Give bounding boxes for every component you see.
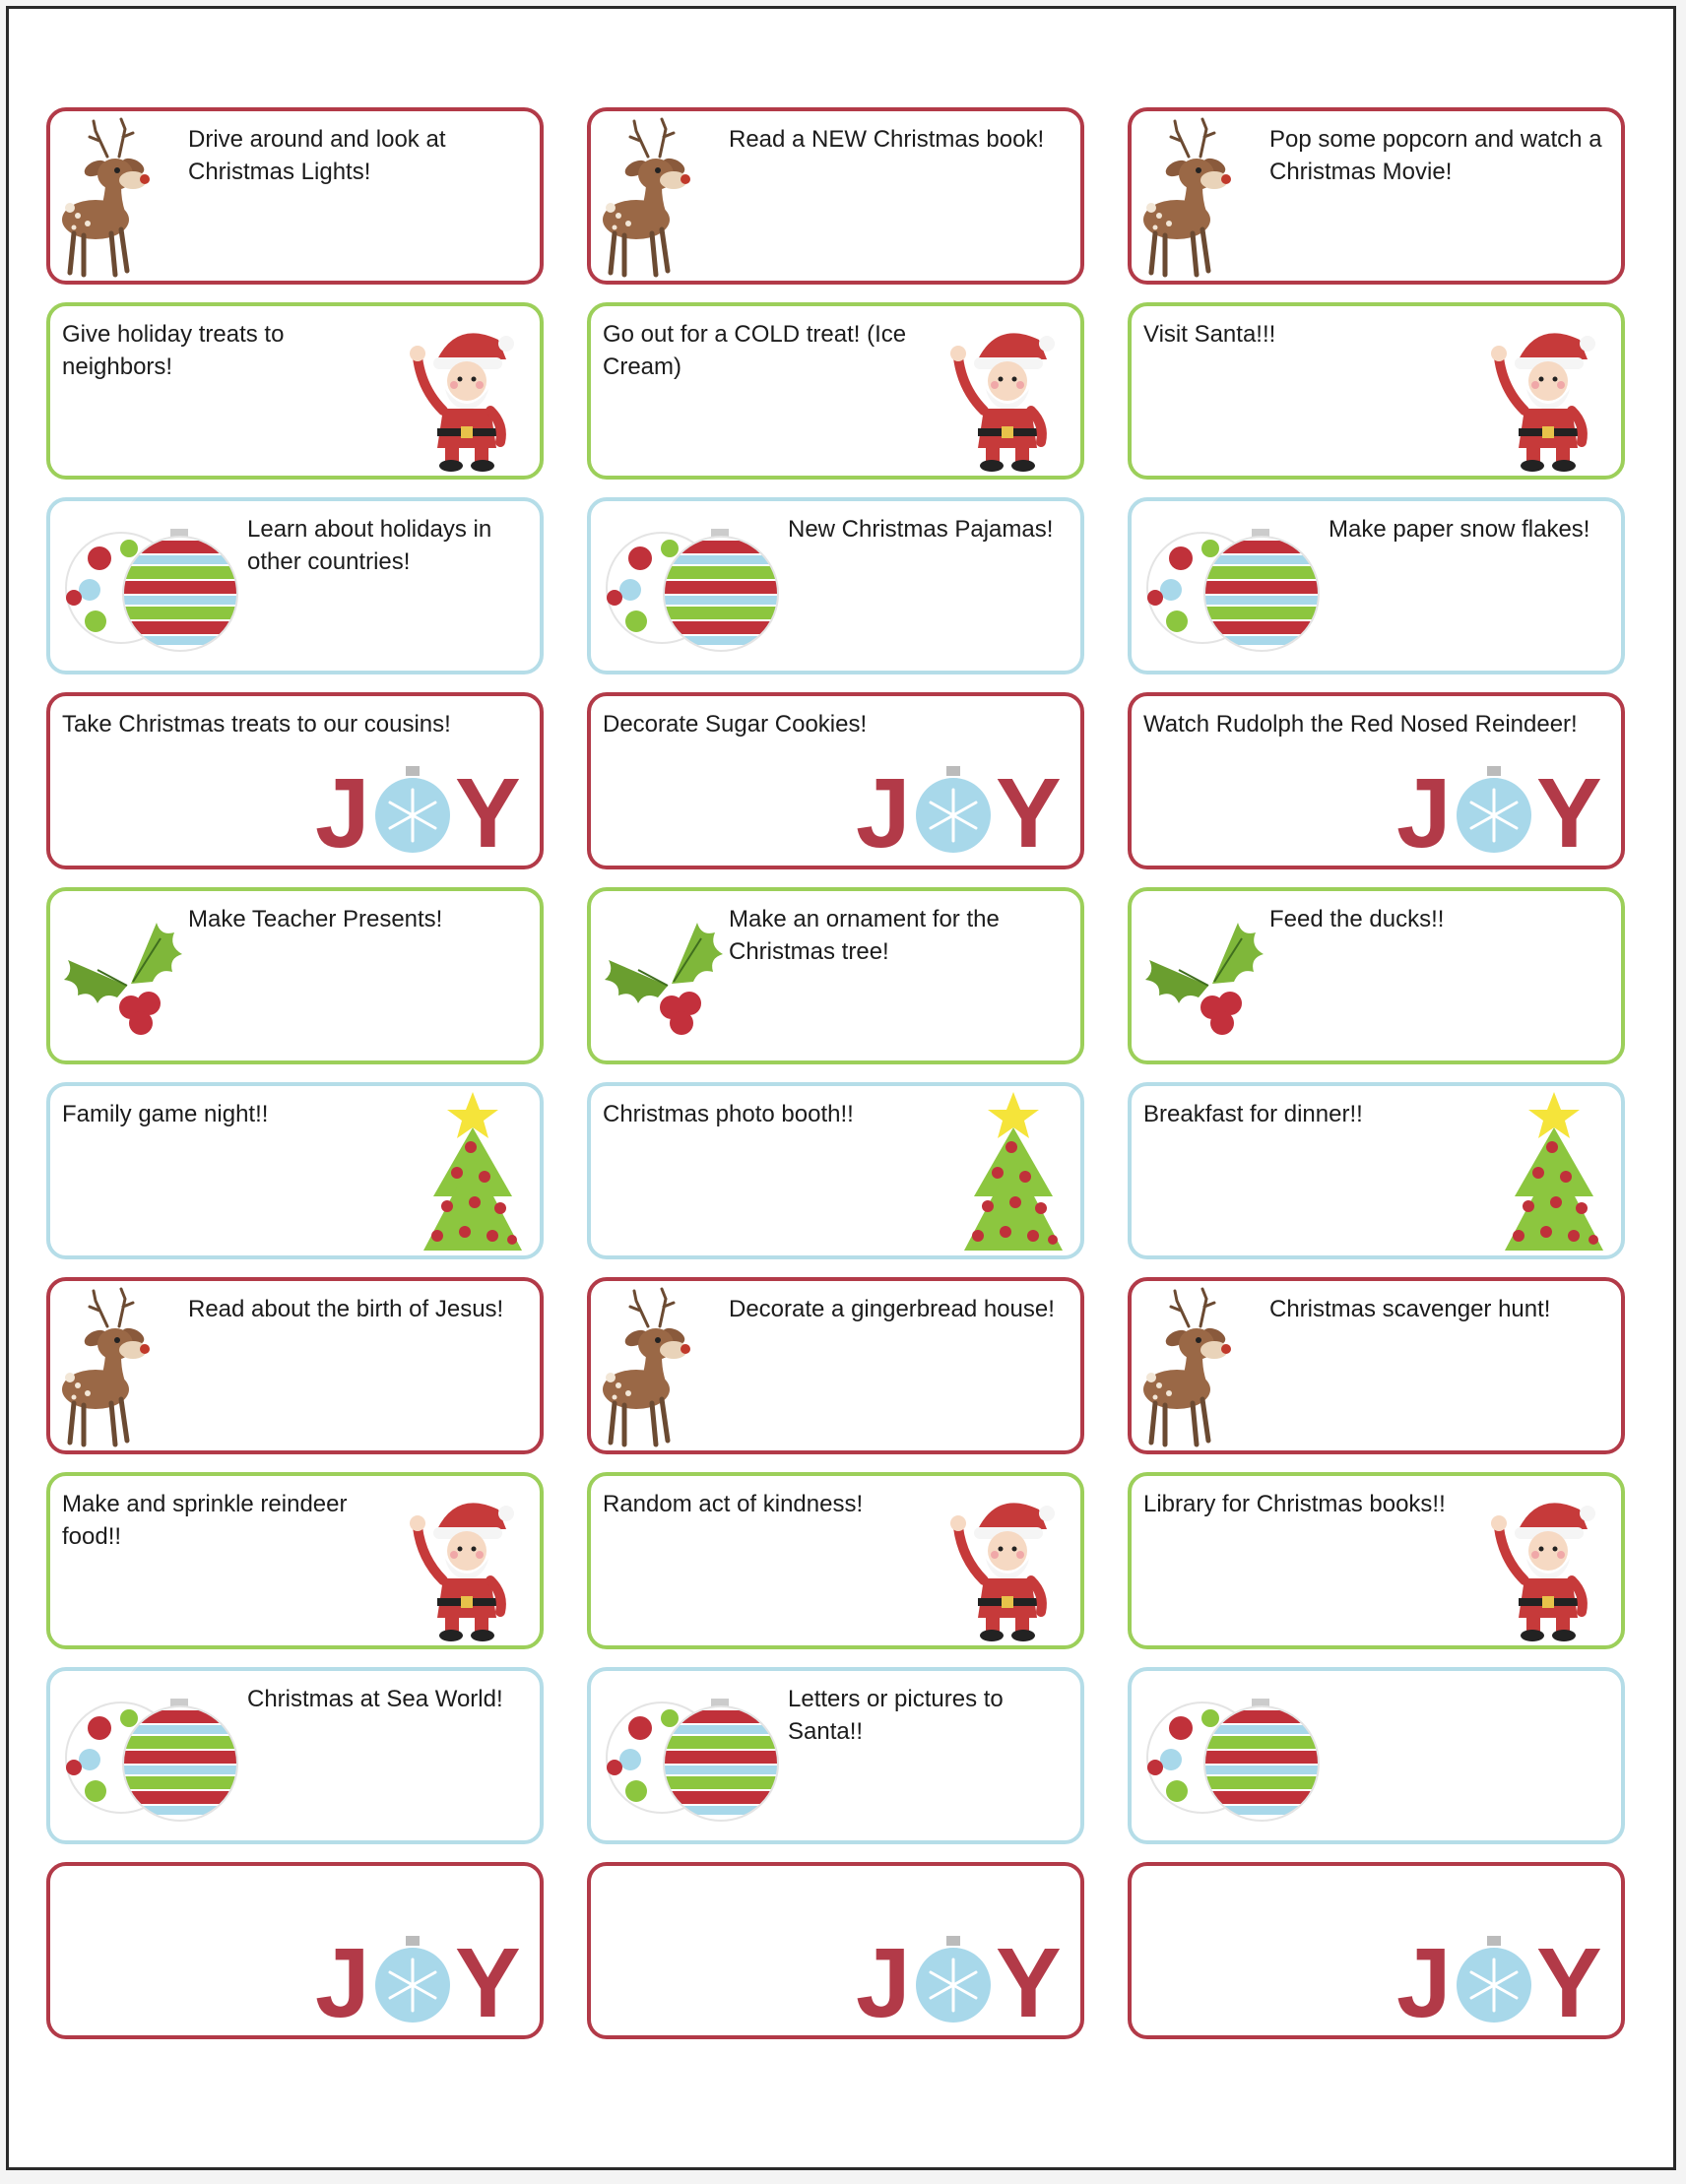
label-text: Pop some popcorn and watch a Christmas Movie! [1269,126,1602,185]
label-text: Make Teacher Presents! [188,906,443,932]
label-card [587,302,1084,480]
label-card [587,692,1084,869]
ornament-icon [60,519,247,657]
label-text: New Christmas Pajamas! [788,516,1054,543]
label-card [1128,1277,1625,1454]
label-card [1128,692,1625,869]
svg-text:J: J [1396,1930,1452,2023]
reindeer-icon [597,117,725,280]
label-card [46,107,544,285]
label-text: Read a NEW Christmas book! [729,126,1045,153]
label-text: Drive around and look at Christmas Lights! [188,126,446,185]
label-card [587,107,1084,285]
label-card [1128,1862,1625,2039]
svg-text:Y: Y [996,1930,1062,2023]
label-card [587,887,1084,1064]
joy-icon [315,1930,522,2023]
label-text: Make and sprinkle reindeer food!! [62,1491,348,1550]
label-text: Make an ornament for the Christmas tree! [729,906,1000,965]
label-card [46,692,544,869]
reindeer-icon [1137,117,1265,280]
svg-text:Y: Y [455,1930,521,2023]
label-card [587,1862,1084,2039]
ornament-icon [60,1689,247,1827]
holly-icon [1139,911,1287,1049]
label-card [1128,107,1625,285]
label-card [46,1862,544,2039]
santa-icon [408,320,526,473]
joy-icon [1396,760,1603,854]
svg-text:J: J [315,1930,370,2023]
svg-text:Y: Y [455,760,521,854]
label-card [46,302,544,480]
svg-text:Y: Y [1536,1930,1602,2023]
label-card [46,1082,544,1259]
holly-icon [58,911,206,1049]
label-text: Decorate a gingerbread house! [729,1296,1055,1322]
label-grid [46,107,1642,2039]
label-text: Watch Rudolph the Red Nosed Reindeer! [1143,711,1578,738]
label-text: Random act of kindness! [603,1491,864,1517]
label-sheet [6,6,1676,2170]
label-card [1128,887,1625,1064]
label-card [46,1277,544,1454]
svg-text:Y: Y [996,760,1062,854]
label-text: Decorate Sugar Cookies! [603,711,868,738]
holly-icon [599,911,746,1049]
joy-icon [1396,1930,1603,2023]
joy-icon [856,760,1063,854]
label-card [46,887,544,1064]
santa-icon [948,320,1067,473]
label-card [587,1667,1084,1844]
svg-text:J: J [856,1930,911,2023]
label-text: Letters or pictures to Santa!! [788,1686,1004,1745]
ornament-icon [1141,1689,1329,1827]
label-text: Christmas at Sea World! [247,1686,503,1712]
santa-icon [408,1490,526,1642]
joy-icon [315,760,522,854]
label-card [46,1667,544,1844]
svg-text:J: J [315,760,370,854]
label-text: Visit Santa!!! [1143,321,1276,348]
label-card [587,1082,1084,1259]
christmas-tree-icon [954,1088,1072,1255]
ornament-icon [601,519,788,657]
svg-text:J: J [1396,760,1452,854]
label-text: Learn about holidays in other countries! [247,516,492,575]
label-text: Christmas photo booth!! [603,1101,854,1127]
svg-text:J: J [856,760,911,854]
ornament-icon [1141,519,1329,657]
label-card [46,1472,544,1649]
label-text: Make paper snow flakes! [1329,516,1590,543]
reindeer-icon [56,117,184,280]
label-card [587,1472,1084,1649]
label-text: Library for Christmas books!! [1143,1491,1446,1517]
label-text: Go out for a COLD treat! (Ice Cream) [603,321,907,380]
label-card [1128,497,1625,674]
svg-text:Y: Y [1536,760,1602,854]
label-card [587,497,1084,674]
santa-icon [948,1490,1067,1642]
reindeer-icon [56,1287,184,1449]
label-card [1128,1472,1625,1649]
label-card [46,497,544,674]
label-card [587,1277,1084,1454]
joy-icon [856,1930,1063,2023]
label-text: Feed the ducks!! [1269,906,1445,932]
santa-icon [1489,320,1607,473]
santa-icon [1489,1490,1607,1642]
label-card [1128,302,1625,480]
label-card [1128,1667,1625,1844]
label-text: Breakfast for dinner!! [1143,1101,1363,1127]
ornament-icon [601,1689,788,1827]
label-text: Take Christmas treats to our cousins! [62,711,451,738]
label-text: Give holiday treats to neighbors! [62,321,285,380]
label-text: Christmas scavenger hunt! [1269,1296,1551,1322]
christmas-tree-icon [414,1088,532,1255]
reindeer-icon [597,1287,725,1449]
label-text: Family game night!! [62,1101,269,1127]
christmas-tree-icon [1495,1088,1613,1255]
label-card [1128,1082,1625,1259]
reindeer-icon [1137,1287,1265,1449]
label-text: Read about the birth of Jesus! [188,1296,504,1322]
